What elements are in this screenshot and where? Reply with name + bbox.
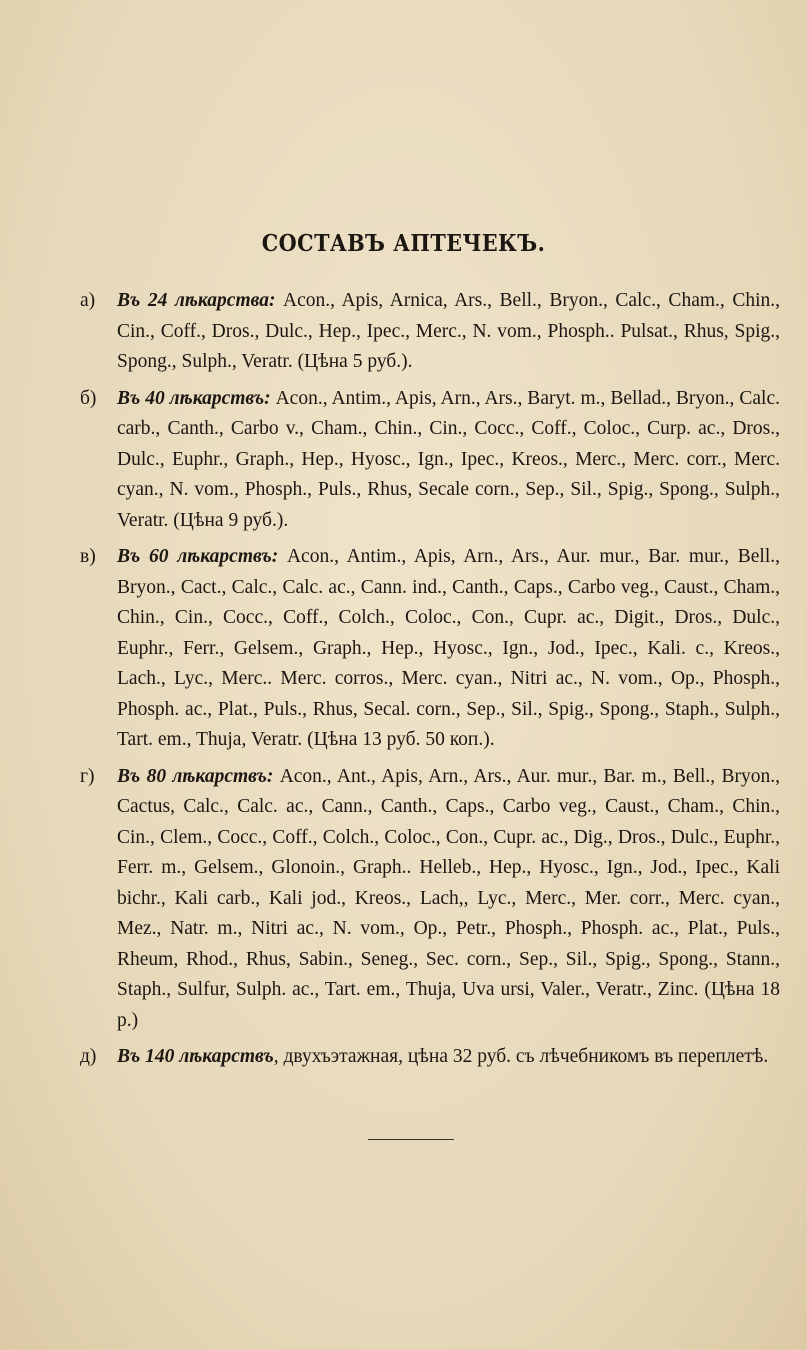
entry-text: Acon., Ant., Apis, Arn., Ars., Aur. mur., Bar. m., Bell., Bryon., Cactus, Calc., Calc. ac., Cann., Canth., Caps., Carbo veg., Caust., Cham., Chin., Cin., Clem., Cocc., Coff., Colch., Coloc., Con., Cupr. ac., Dig., Dros., Dulc., Euphr., Ferr. m., Gelsem., Glonoin., Graph.. Helleb., Hep., Hyosc., Ign., Jod., Ipec., Kali bichr., Kali carb., Kali jod., Kreos., Lach,, Lyc., Merc., Mer. corr., Merc. cyan., Mez., Natr. m., Nitri ac., N. vom., Op., Petr., Phosph., Phosph. ac., Plat., Puls., Rheum, Rhod., Rhus, Sabin., Seneg., Sec. corn., Sep., Sil., Spig., Spong., Stann., Staph., Sulfur, Sulph. ac., Tart. em., Thuja, Uva ursi, Valer., Veratr., Zinc. (Цѣна 18 р.)	[117, 765, 780, 1031]
list-item	[80, 384, 780, 537]
entry-text: , двухъэтажная, цѣна 32 руб. съ лѣчебникомъ въ переплетѣ.	[273, 1046, 769, 1067]
entry-heading: Въ 24 лѣкарства:	[117, 290, 276, 311]
list-marker: а)	[80, 290, 96, 311]
list-marker: в)	[80, 546, 96, 567]
entry-text: Acon., Antim., Apis, Arn., Ars., Aur. mur., Bar. mur., Bell., Bryon., Cact., Calc., Calc. ac., Cann. ind., Canth., Caps., Carbo veg., Caust., Cham., Chin., Cin., Cocc., Coff., Colch., Coloc., Con., Cupr. ac., Digit., Dros., Dulc., Euphr., Ferr., Gelsem., Graph., Hep., Hyosc., Ign., Jod., Ipec., Kali. c., Kreos., Lach., Lyc., Merc.. Merc. corros., Merc. cyan., Nitri ac., N. vom., Op., Phosph., Phosph. ac., Plat., Puls., Rhus, Secal. corn., Sep., Sil., Spig., Spong., Staph., Sulph., Tart. em., Thuja, Veratr. (Цѣна 13 руб. 50 коп.).	[117, 546, 780, 750]
list-marker: д)	[80, 1046, 97, 1067]
entry-heading: Въ 80 лѣкарствъ:	[117, 765, 274, 787]
divider	[368, 1139, 454, 1140]
page-title: СОСТАВЪ АПТЕЧЕКЪ.	[261, 230, 546, 257]
list-item	[80, 286, 780, 378]
list-marker: г)	[80, 765, 95, 787]
list-marker: б)	[80, 387, 97, 409]
entry-text: Acon., Apis, Arnica, Ars., Bell., Bryon., Calc., Cham., Chin., Cin., Coff., Dros., Dulc., Hep., Ipec., Merc., N. vom., Phosph.. Pulsat., Rhus, Spig., Spong., Sulph., Veratr. (Цѣна 5 руб.).	[117, 290, 780, 372]
entry-heading: Въ 140 лѣкарствъ	[117, 1046, 274, 1067]
list-item	[80, 542, 780, 756]
entry-heading: Въ 60 лѣкарствъ:	[117, 546, 279, 567]
entry-text: Acon., Antim., Apis, Arn., Ars., Baryt. m., Bellad., Bryon., Calc. carb., Canth., Carbo v., Cham., Chin., Cin., Cocc., Coff., Coloc., Curp. ac., Dros., Dulc., Euphr., Graph., Hep., Hyosc., Ign., Ipec., Kreos., Merc., Merc. corr., Merc. cyan., N. vom., Phosph., Puls., Rhus, Secale corn., Sep., Sil., Spig., Spong., Sulph., Veratr. (Цѣна 9 руб.).	[117, 387, 780, 531]
entry-heading: Въ 40 лѣкарствъ:	[117, 387, 271, 409]
list-item	[80, 1042, 780, 1073]
list-item	[80, 762, 780, 1037]
kit-list	[80, 286, 780, 1073]
